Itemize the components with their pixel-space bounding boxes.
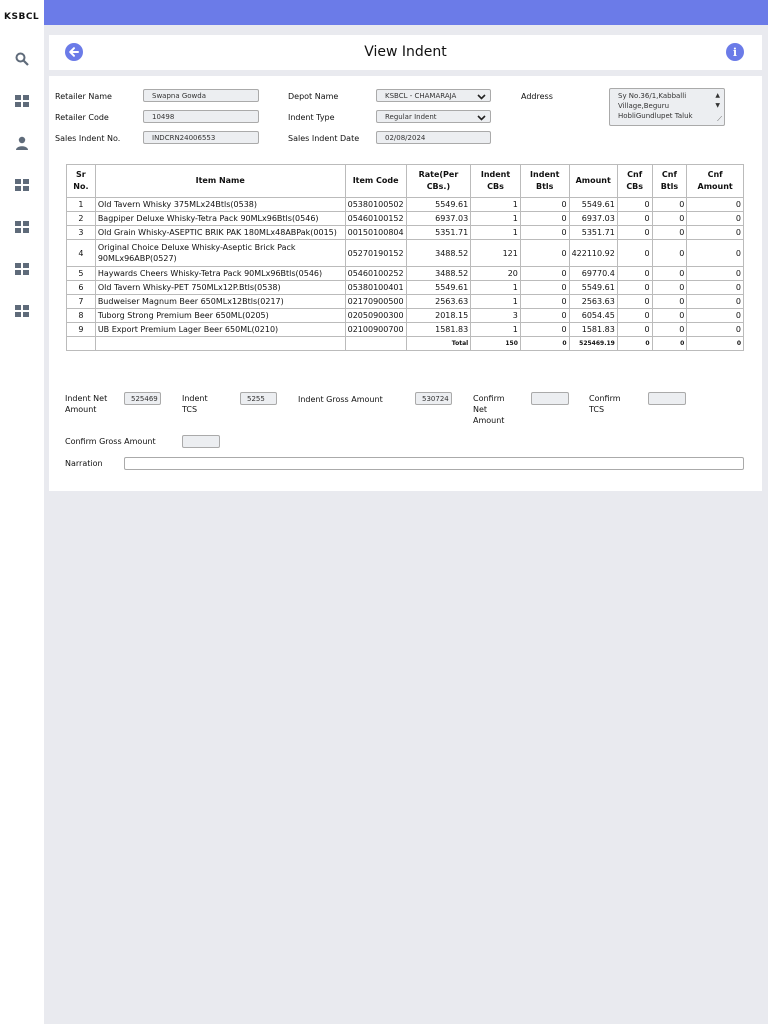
narration-label: Narration [65,459,103,468]
cell-amount: 6937.03 [569,212,617,226]
cell-cnf-amount: 0 [687,267,744,281]
cell-amount: 5549.61 [569,281,617,295]
indent-net-amount-field[interactable]: 525469 [124,392,161,405]
total-amount: 525469.19 [569,337,617,351]
cell-item-code: 02170900500 [345,295,406,309]
table-row [67,323,744,337]
cell-indent-cbs: 1 [471,323,521,337]
cell-indent-btls: 0 [520,240,569,267]
cell-indent-btls: 0 [520,267,569,281]
cell-sr-no: 8 [67,309,96,323]
cell-item-name: Haywards Cheers Whisky-Tetra Pack 90MLx96Btls(0546) [95,267,345,281]
cell-empty [95,337,345,351]
sales-indent-date-field[interactable]: 02/08/2024 [376,131,491,144]
cell-cnf-btls: 0 [652,212,687,226]
cell-indent-cbs: 1 [471,281,521,295]
cell-indent-cbs: 3 [471,309,521,323]
address-label: Address [521,92,553,101]
cell-empty [345,337,406,351]
cell-indent-btls: 0 [520,281,569,295]
cell-cnf-cbs: 0 [617,212,652,226]
cell-cnf-btls: 0 [652,267,687,281]
confirm-tcs-field[interactable] [648,392,686,405]
cell-cnf-amount: 0 [687,295,744,309]
cell-item-code: 05460100152 [345,212,406,226]
cell-item-code: 05380100401 [345,281,406,295]
cell-cnf-amount: 0 [687,240,744,267]
cell-cnf-amount: 0 [687,323,744,337]
cell-item-name: UB Export Premium Lager Beer 650ML(0210) [95,323,345,337]
sales-indent-date-label: Sales Indent Date [288,134,360,143]
cell-rate: 5351.71 [406,226,471,240]
cell-cnf-amount: 0 [687,281,744,295]
cell-cnf-amount: 0 [687,212,744,226]
narration-field[interactable] [124,457,744,470]
cell-amount: 5351.71 [569,226,617,240]
cell-cnf-btls: 0 [652,323,687,337]
cell-cnf-amount: 0 [687,309,744,323]
chevron-down-icon [477,111,486,123]
cell-indent-cbs: 1 [471,198,521,212]
cell-rate: 2563.63 [406,295,471,309]
cell-indent-btls: 0 [520,212,569,226]
column-header: Indent CBs [471,165,521,198]
cell-cnf-amount: 0 [687,226,744,240]
confirm-net-amount-field[interactable] [531,392,569,405]
total-cnf-btls: 0 [652,337,687,351]
table-header-row [67,165,744,198]
cell-indent-cbs: 1 [471,226,521,240]
cell-amount: 5549.61 [569,198,617,212]
cell-empty [67,337,96,351]
cell-cnf-btls: 0 [652,295,687,309]
dashboard-icon[interactable] [14,303,30,319]
cell-amount: 2563.63 [569,295,617,309]
retailer-code-field[interactable]: 10498 [143,110,259,123]
cell-rate: 3488.52 [406,240,471,267]
cell-cnf-btls: 0 [652,240,687,267]
depot-name-select[interactable] [376,89,491,102]
table-row [67,281,744,295]
resize-handle-icon[interactable]: ⟋ [717,115,722,123]
cell-amount: 422110.92 [569,240,617,267]
dashboard-icon[interactable] [14,219,30,235]
cell-cnf-cbs: 0 [617,323,652,337]
cell-sr-no: 1 [67,198,96,212]
cell-item-code: 02050900300 [345,309,406,323]
table-row [67,212,744,226]
cell-item-name: Old Tavern Whisky-PET 750MLx12P.Btls(0538) [95,281,345,295]
confirm-gross-amount-field[interactable] [182,435,220,448]
column-header: Item Code [345,165,406,198]
cell-sr-no: 3 [67,226,96,240]
cell-sr-no: 4 [67,240,96,267]
indent-type-select[interactable] [376,110,491,123]
column-header: Indent Btls [520,165,569,198]
column-header: Amount [569,165,617,198]
total-label: Total [406,337,471,351]
search-icon[interactable] [14,51,30,67]
dashboard-icon[interactable] [14,177,30,193]
retailer-code-label: Retailer Code [55,113,109,122]
indent-type-value: Regular Indent [385,113,437,121]
cell-sr-no: 7 [67,295,96,309]
indent-tcs-field[interactable]: 5255 [240,392,277,405]
scroll-up-icon[interactable]: ▲ [715,92,720,99]
indent-net-amount-label: Indent Net Amount [65,394,108,414]
cell-cnf-btls: 0 [652,309,687,323]
total-indent-cbs: 150 [471,337,521,351]
user-icon[interactable] [14,135,30,151]
cell-cnf-cbs: 0 [617,309,652,323]
cell-indent-cbs: 20 [471,267,521,281]
cell-cnf-cbs: 0 [617,281,652,295]
dashboard-icon[interactable] [14,261,30,277]
cell-cnf-btls: 0 [652,281,687,295]
cell-cnf-cbs: 0 [617,267,652,281]
cell-item-name: Tuborg Strong Premium Beer 650ML(0205) [95,309,345,323]
confirm-net-amount-label: Confirm Net Amount [473,394,505,425]
indent-items-table [66,164,744,351]
indent-gross-amount-field[interactable]: 530724 [415,392,452,405]
table-row [67,226,744,240]
chevron-down-icon [477,90,486,102]
cell-item-name: Original Choice Deluxe Whisky-Aseptic Brick Pack 90MLx96ABP(0527) [95,240,345,267]
column-header: Cnf CBs [617,165,652,198]
table-row [67,295,744,309]
table-row [67,240,744,267]
cell-item-name: Old Grain Whisky-ASEPTIC BRIK PAK 180MLx48ABPak(0015) [95,226,345,240]
table-row [67,267,744,281]
page-header [49,35,762,70]
cell-item-code: 05460100252 [345,267,406,281]
table-row [67,309,744,323]
cell-cnf-amount: 0 [687,198,744,212]
address-value: Sy No.36/1,Kabballi Village,Beguru HobliGundlupet Taluk [618,92,693,120]
column-header: Rate(Per CBs.) [406,165,471,198]
cell-amount: 1581.83 [569,323,617,337]
cell-rate: 2018.15 [406,309,471,323]
cell-item-name: Old Tavern Whisky 375MLx24Btls(0538) [95,198,345,212]
indent-tcs-label: Indent TCS [182,394,208,414]
table-total-row [67,337,744,351]
page-title: View Indent [364,44,447,60]
table-row [67,198,744,212]
scroll-down-icon[interactable]: ▼ [715,102,720,109]
cell-cnf-btls: 0 [652,226,687,240]
cell-item-code: 00150100804 [345,226,406,240]
column-header: Cnf Amount [687,165,744,198]
depot-name-label: Depot Name [288,92,339,101]
cell-indent-cbs: 1 [471,212,521,226]
cell-indent-btls: 0 [520,323,569,337]
column-header: Cnf Btls [652,165,687,198]
cell-sr-no: 6 [67,281,96,295]
cell-cnf-cbs: 0 [617,198,652,212]
cell-rate: 6937.03 [406,212,471,226]
cell-amount: 6054.45 [569,309,617,323]
cell-amount: 69770.4 [569,267,617,281]
sidebar [0,0,44,1024]
cell-indent-btls: 0 [520,226,569,240]
cell-item-code: 02100900700 [345,323,406,337]
total-cnf-cbs: 0 [617,337,652,351]
confirm-gross-amount-label: Confirm Gross Amount [65,437,156,446]
brand-logo: KSBCL [4,12,40,22]
cell-cnf-cbs: 0 [617,295,652,309]
total-cnf-amount: 0 [687,337,744,351]
depot-name-value: KSBCL - CHAMARAJA [385,92,457,100]
column-header: Sr No. [67,165,96,198]
address-textarea[interactable] [609,88,725,126]
cell-item-code: 05270190152 [345,240,406,267]
cell-rate: 3488.52 [406,267,471,281]
top-bar [44,0,768,25]
cell-rate: 5549.61 [406,281,471,295]
dashboard-icon[interactable] [14,93,30,109]
cell-cnf-cbs: 0 [617,226,652,240]
cell-indent-btls: 0 [520,198,569,212]
cell-sr-no: 2 [67,212,96,226]
cell-cnf-btls: 0 [652,198,687,212]
cell-indent-cbs: 1 [471,295,521,309]
sales-indent-no-field[interactable]: INDCRN24006553 [143,131,259,144]
cell-item-name: Bagpiper Deluxe Whisky-Tetra Pack 90MLx96Btls(0546) [95,212,345,226]
indent-form-card [49,76,762,491]
indent-gross-amount-label: Indent Gross Amount [298,395,383,404]
cell-sr-no: 9 [67,323,96,337]
info-icon[interactable]: i [726,43,744,61]
cell-item-code: 05380100502 [345,198,406,212]
cell-rate: 1581.83 [406,323,471,337]
column-header: Item Name [95,165,345,198]
total-indent-btls: 0 [520,337,569,351]
retailer-name-field[interactable]: Swapna Gowda [143,89,259,102]
cell-sr-no: 5 [67,267,96,281]
cell-item-name: Budweiser Magnum Beer 650MLx12Btls(0217) [95,295,345,309]
cell-indent-cbs: 121 [471,240,521,267]
cell-indent-btls: 0 [520,295,569,309]
indent-type-label: Indent Type [288,113,335,122]
cell-cnf-cbs: 0 [617,240,652,267]
cell-indent-btls: 0 [520,309,569,323]
retailer-name-label: Retailer Name [55,92,112,101]
confirm-tcs-label: Confirm TCS [589,394,621,414]
cell-rate: 5549.61 [406,198,471,212]
sales-indent-no-label: Sales Indent No. [55,134,121,143]
